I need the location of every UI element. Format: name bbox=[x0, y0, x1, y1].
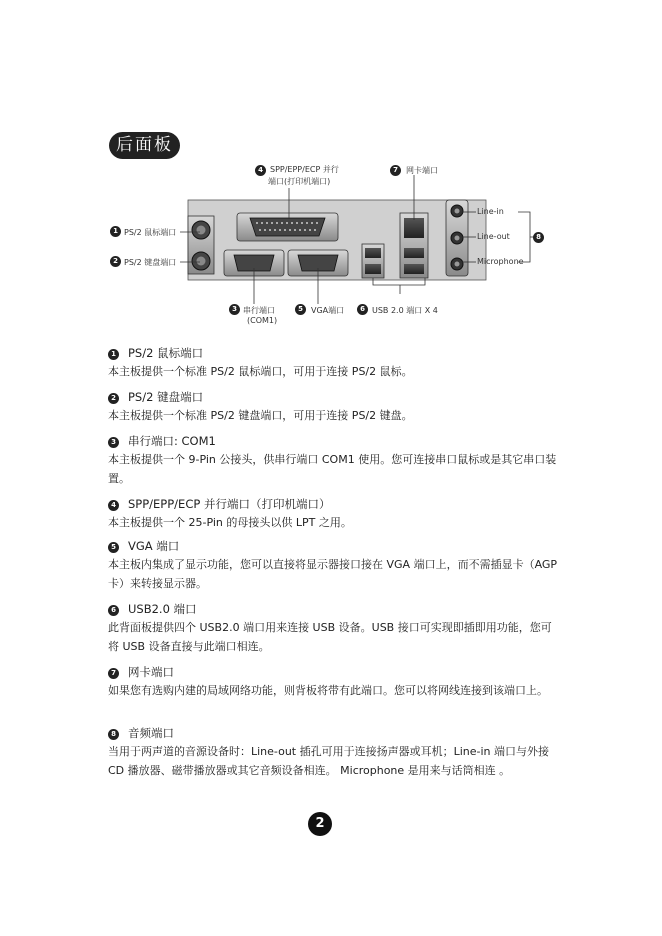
section-heading bbox=[108, 495, 558, 513]
section-audio bbox=[108, 724, 558, 780]
label-parallel-line2: 端口(打印机端口) bbox=[268, 177, 331, 186]
label-serial-line2: (COM1) bbox=[247, 316, 278, 325]
section-title: PS/2 键盘端口 bbox=[128, 390, 204, 404]
section-heading bbox=[108, 663, 558, 681]
label-ps2-mouse: PS/2 鼠标端口 bbox=[124, 228, 177, 237]
label-microphone: Microphone bbox=[477, 257, 524, 266]
callout-5: 5 bbox=[295, 304, 306, 315]
section-number: 1 bbox=[108, 349, 119, 360]
section-title: 音频端口 bbox=[128, 726, 174, 740]
section-body: 当用于两声道的音源设备时：Line-out 插孔可用于连接扬声器或耳机；Line-in 端口与外接 CD 播放器、磁带播放器或其它音频设备相连。 Microphone 是用来与话筒相连 。 bbox=[108, 745, 550, 777]
back-panel-diagram bbox=[100, 158, 560, 330]
section-number: 5 bbox=[108, 542, 119, 553]
section-ps2-keyboard bbox=[108, 388, 558, 425]
section-body: 本主板提供一个 9-Pin 公接头，供串行端口 COM1 使用。您可连接串口鼠标或是其它串口装置。 bbox=[108, 453, 557, 485]
section-body: 本主板提供一个标准 PS/2 鼠标端口，可用于连接 PS/2 鼠标。 bbox=[108, 365, 413, 378]
label-ps2-keyboard: PS/2 键盘端口 bbox=[124, 258, 177, 267]
section-heading bbox=[108, 724, 558, 742]
page-title: 后面板 bbox=[109, 132, 180, 159]
section-number: 3 bbox=[108, 437, 119, 448]
label-parallel-line1: SPP/EPP/ECP 并行 bbox=[270, 165, 339, 174]
section-body: 本主板提供一个 25-Pin 的母接头以供 LPT 之用。 bbox=[108, 516, 352, 529]
label-usb: USB 2.0 端口 X 4 bbox=[372, 306, 438, 315]
callout-8: 8 bbox=[533, 232, 544, 243]
callout-3: 3 bbox=[229, 304, 240, 315]
callout-2: 2 bbox=[110, 256, 121, 267]
section-vga bbox=[108, 537, 558, 593]
section-heading bbox=[108, 537, 558, 555]
section-heading bbox=[108, 600, 558, 618]
section-title: USB2.0 端口 bbox=[128, 602, 197, 616]
section-ps2-mouse bbox=[108, 344, 558, 381]
callout-7: 7 bbox=[390, 165, 401, 176]
label-lan: 网卡端口 bbox=[406, 166, 438, 175]
section-parallel bbox=[108, 495, 558, 532]
section-title: VGA 端口 bbox=[128, 539, 180, 553]
section-heading bbox=[108, 388, 558, 406]
section-usb bbox=[108, 600, 558, 656]
label-line-out: Line-out bbox=[477, 232, 510, 241]
section-body: 本主板提供一个标准 PS/2 键盘端口，可用于连接 PS/2 键盘。 bbox=[108, 409, 413, 422]
section-body: 如果您有选购内建的局域网络功能，则背板将带有此端口。您可以将网线连接到该端口上。 bbox=[108, 684, 548, 697]
section-body: 本主板内集成了显示功能，您可以直接将显示器接口接在 VGA 端口上，而不需插显卡（AGP 卡）来转接显示器。 bbox=[108, 558, 558, 590]
label-vga: VGA端口 bbox=[311, 306, 345, 315]
callout-1: 1 bbox=[110, 226, 121, 237]
callout-4: 4 bbox=[255, 165, 266, 176]
section-title: 网卡端口 bbox=[128, 665, 174, 679]
section-lan bbox=[108, 663, 558, 700]
section-number: 6 bbox=[108, 605, 119, 616]
section-serial bbox=[108, 432, 558, 488]
section-number: 2 bbox=[108, 393, 119, 404]
label-line-in: Line-in bbox=[477, 207, 504, 216]
section-title: PS/2 鼠标端口 bbox=[128, 346, 204, 360]
section-title: 串行端口: COM1 bbox=[128, 434, 216, 448]
section-heading bbox=[108, 432, 558, 450]
page-number: 2 bbox=[308, 812, 332, 836]
section-number: 7 bbox=[108, 668, 119, 679]
callout-6: 6 bbox=[357, 304, 368, 315]
section-heading bbox=[108, 344, 558, 362]
label-serial-line1: 串行端口 bbox=[243, 306, 275, 315]
section-title: SPP/EPP/ECP 并行端口（打印机端口） bbox=[128, 497, 331, 511]
section-body: 此背面板提供四个 USB2.0 端口用来连接 USB 设备。USB 接口可实现即插即用功能，您可将 USB 设备直接与此端口相连。 bbox=[108, 621, 552, 653]
section-number: 8 bbox=[108, 729, 119, 740]
section-number: 4 bbox=[108, 500, 119, 511]
